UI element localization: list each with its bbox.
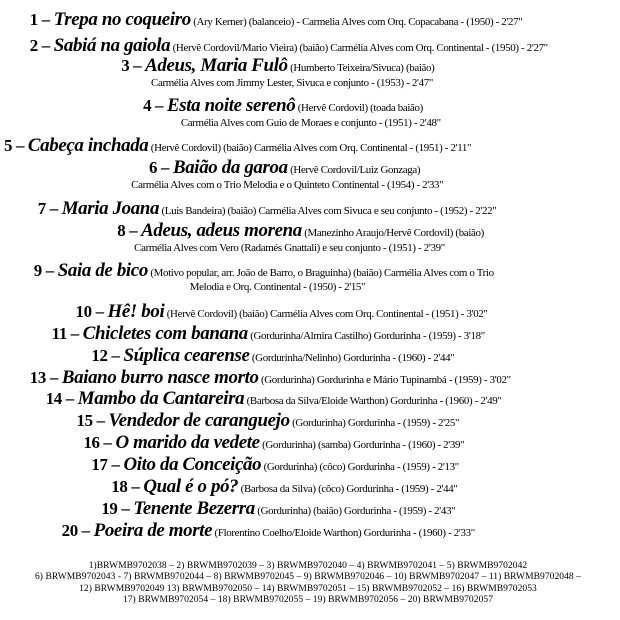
track-details: (Manezinho Araujo/Hervê Cordovil) (baião): [301, 227, 484, 239]
track-9-line-2: [0, 282, 616, 293]
track-details: (Gordurinha) Gordurinha - (1959) - 2'25": [289, 417, 460, 429]
track-number: 3 –: [121, 56, 146, 75]
track-details: (Hervê Cordovil/Mario Vieira) (baião) Carmélia Alves com Orq. Continental - (1950) - 2'27": [170, 42, 548, 54]
track-number: 14 –: [45, 389, 78, 408]
track-title: Chicletes com banana: [82, 323, 248, 344]
track-title: Saia de bico: [57, 260, 148, 281]
track-details: (Hervê Cordovil) (toada baião): [295, 102, 423, 114]
track-number: 13 –: [29, 368, 62, 387]
track-16-line-1: [0, 433, 616, 452]
track-details: (Ary Kerner) (balanceio) - Carmelia Alves com Orq. Copacabana - (1950) - 2'27": [190, 16, 523, 28]
track-6-line-1: [0, 158, 616, 177]
track-number: 6 –: [149, 158, 173, 177]
track-number: 5 –: [3, 136, 28, 155]
track-title: Oito da Conceição: [123, 454, 262, 475]
track-number: 16 –: [83, 433, 116, 452]
track-8-line-1: [0, 221, 616, 240]
track-title: Baião da garoa: [172, 157, 288, 178]
track-details: (Motivo popular, arr. João de Barro, o Braguinha) (baião) Carmélia Alves com o Trio: [147, 267, 494, 279]
isrc-line-3: 12) BRWMB9702049 13) BRWMB9702050 – 14) BRWMB9702051 – 15) BRWMB9702052 – 16) BRWMB9702053: [79, 582, 537, 594]
track-title: Maria Joana: [61, 198, 160, 219]
track-19-line-1: [0, 499, 616, 518]
track-details: Carmélia Alves com o Trio Melodia e o Quinteto Continental - (1954) - 2'33": [131, 179, 444, 191]
track-title: Mambo da Cantareira: [77, 388, 245, 409]
track-title: Trepa no coqueiro: [53, 9, 191, 30]
isrc-line-1: 1)BRWMB9702038 – 2) BRWMB9702039 – 3) BRWMB9702040 – 4) BRWMB9702041 – 5) BRWMB9702042: [88, 560, 528, 571]
track-title: O marido da vedete: [115, 432, 260, 453]
track-details: Carmélia Alves com Jimmy Lester, Sivuca e conjunto - (1953) - 2'47": [151, 77, 433, 89]
track-details: (Hervê Cordovil) (baião) Carmélia Alves com Orq. Continental - (1951) - 3'02": [164, 308, 488, 320]
track-details: Carmélia Alves com Guio de Moraes e conjunto - (1951) - 2'48": [180, 117, 441, 129]
track-title: Tenente Bezerra: [133, 498, 255, 519]
track-details: (Barbosa da Silva/Eloide Warthon) Gordurinha - (1960) - 2'49": [244, 395, 502, 407]
track-4-line-1: [0, 96, 616, 115]
track-8-line-2: [0, 243, 616, 254]
track-number: 17 –: [91, 455, 124, 474]
track-title: Hê! boi: [107, 301, 165, 322]
track-number: 19 –: [101, 499, 134, 518]
track-6-line-2: [0, 180, 616, 191]
track-number: 7 –: [37, 199, 62, 218]
track-number: 1 –: [29, 10, 54, 29]
track-title: Vendedor de caranguejo: [108, 410, 290, 431]
track-title: Baiano burro nasce morto: [61, 367, 259, 388]
track-number: 10 –: [75, 302, 108, 321]
track-details: (Gordurinha) (samba) Gordurinha - (1960) - 2'39": [259, 439, 465, 451]
track-3-line-1: [0, 56, 616, 75]
isrc-line-2: 6) BRWMB9702043 - 7) BRWMB9702044 – 8) BRWMB9702045 – 9) BRWMB9702046 – 10) BRWMB9702047 – 11) BRWMB9702048 –: [34, 571, 581, 583]
track-details: (Hervê Cordovil/Luiz Gonzaga): [287, 164, 421, 176]
track-title: Adeus, Maria Fulô: [145, 55, 288, 76]
track-title: Adeus, adeus morena: [141, 220, 302, 241]
track-details: (Barbosa da Silva) (côco) Gordurinha - (1959) - 2'44": [238, 483, 458, 495]
track-number: 18 –: [111, 477, 144, 496]
track-number: 15 –: [76, 411, 109, 430]
isrc-codes: [0, 560, 620, 606]
track-details: (Gordurinha) (côco) Gordurinha - (1959) - 2'13": [261, 461, 459, 473]
track-5-line-1: [0, 136, 616, 155]
track-details: Carmélia Alves com Vero (Radamés Gnattali) e seu conjunto - (1951) - 2'39": [134, 242, 445, 254]
track-number: 11 –: [51, 324, 83, 343]
track-17-line-1: [0, 455, 616, 474]
track-10-line-1: [0, 302, 616, 321]
track-3-line-2: [0, 78, 616, 89]
track-4-line-2: [0, 118, 616, 129]
track-1-line-1: [0, 10, 616, 29]
track-12-line-1: [0, 346, 616, 365]
track-title: Cabeça inchada: [27, 135, 149, 156]
track-number: 2 –: [29, 36, 54, 55]
track-details: (Hervê Cordovil) (baião) Carmélia Alves com Orq. Continental - (1951) - 2'11": [148, 142, 472, 154]
track-details: (Gordurinha) (baião) Gordurinha - (1959) - 2'43": [254, 505, 456, 517]
track-2-line-1: [0, 36, 616, 55]
track-number: 8 –: [117, 221, 142, 240]
track-11-line-1: [0, 324, 616, 343]
track-details: (Humberto Teixeira/Sivuca) (baião): [287, 62, 435, 74]
isrc-line-4: 17) BRWMB9702054 – 18) BRWMB9702055 – 19) BRWMB9702056 – 20) BRWMB9702057: [122, 594, 494, 606]
track-9-line-1: [0, 261, 616, 280]
track-7-line-1: [0, 199, 616, 218]
track-number: 20 –: [61, 521, 94, 540]
track-20-line-1: [0, 521, 616, 540]
track-title: Poeira de morte: [93, 520, 213, 541]
track-details: (Luis Bandeira) (baião) Carmélia Alves com Sivuca e seu conjunto - (1952) - 2'22": [159, 205, 497, 217]
track-title: Esta noite serenô: [167, 95, 296, 116]
track-details: Melodia e Orq. Continental - (1950) - 2'15": [189, 281, 366, 293]
track-13-line-1: [0, 368, 616, 387]
track-15-line-1: [0, 411, 616, 430]
track-18-line-1: [0, 477, 616, 496]
track-title: Sabiá na gaiola: [53, 35, 171, 56]
track-14-line-1: [0, 389, 616, 408]
track-number: 12 –: [91, 346, 124, 365]
track-title: Qual é o pó?: [143, 476, 239, 497]
track-details: (Gordurinha) Gordurinha e Mário Tupinambá - (1959) - 3'02": [258, 374, 511, 386]
track-title: Súplica cearense: [123, 345, 250, 366]
track-number: 9 –: [33, 261, 58, 280]
track-details: (Gordurinha/Nelinho) Gordurinha - (1960) - 2'44": [249, 352, 455, 364]
track-details: (Florentino Coelho/Eloide Warthon) Gordurinha - (1960) - 2'33": [212, 527, 475, 539]
track-details: (Gordurinha/Almira Castilho) Gordurinha - (1959) - 3'18": [247, 330, 485, 342]
track-number: 4 –: [143, 96, 168, 115]
